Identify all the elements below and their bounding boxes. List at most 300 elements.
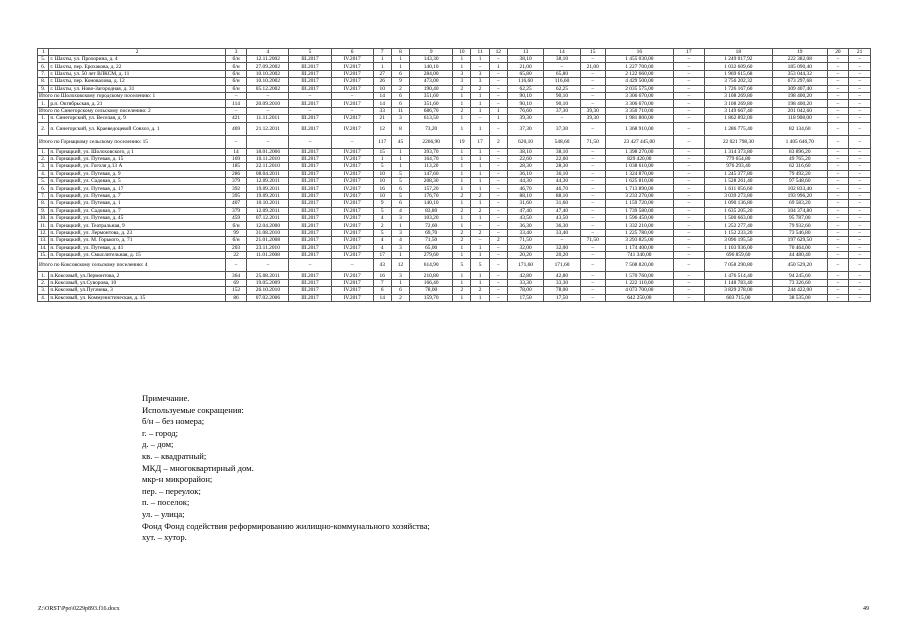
table-cell: – — [849, 229, 871, 236]
table-cell: 1 090 136,80 — [704, 200, 772, 207]
table-cell: 1 159 720,00 — [605, 200, 673, 207]
table-cell: 1 — [391, 63, 409, 70]
table-cell: – — [331, 135, 373, 148]
table-cell: – — [849, 222, 871, 229]
table-cell: 3. — [38, 287, 49, 294]
column-number-cell: 4 — [247, 49, 289, 56]
column-number-row — [38, 49, 871, 56]
table-cell: 1 — [453, 122, 471, 135]
table-cell: 1 — [471, 279, 489, 286]
table-cell: III.2017 — [289, 229, 331, 236]
table-cell: 1 368 910,00 — [605, 122, 673, 135]
table-cell: – — [580, 78, 605, 85]
table-cell: 1 — [471, 244, 489, 251]
table-cell: 1 032 609,60 — [704, 63, 772, 70]
table-cell: 1 — [453, 279, 471, 286]
table-cell: – — [580, 259, 605, 272]
table-cell: IV.2017 — [331, 200, 373, 207]
table-cell: – — [674, 222, 705, 229]
table-cell: – — [674, 287, 705, 294]
table-cell: б/н — [225, 56, 247, 63]
table-cell: 28,30 — [544, 163, 580, 170]
table-cell: IV.2017 — [331, 244, 373, 251]
table-cell: – — [580, 155, 605, 162]
table-cell: 1 038 610,00 — [605, 163, 673, 170]
table-cell: – — [489, 207, 507, 214]
address-cell: п. Горнацкий, ул. Лермонтова, д. 23 — [49, 229, 225, 236]
table-cell: 2 — [471, 207, 489, 214]
table-cell: 14 — [373, 92, 391, 99]
table-cell: IV.2017 — [331, 215, 373, 222]
table-row — [38, 148, 871, 155]
table-cell: 36,10 — [507, 170, 543, 177]
table-cell: 244 422,00 — [772, 287, 827, 294]
table-cell: 19.09.2011 — [247, 185, 289, 192]
table-cell: – — [849, 85, 871, 92]
table-cell: 1 — [453, 178, 471, 185]
table-cell: 10 — [373, 85, 391, 92]
table-cell: – — [331, 259, 373, 272]
table-cell: IV.2017 — [331, 70, 373, 77]
table-cell: 166,40 — [410, 279, 453, 286]
table-cell: – — [827, 178, 849, 185]
table-cell: 4. — [38, 170, 49, 177]
table-cell: 14 — [225, 148, 247, 155]
table-cell: 22.11.2010 — [247, 163, 289, 170]
table-cell: 78,00 — [410, 287, 453, 294]
table-cell: 8 — [391, 122, 409, 135]
table-cell: 65,00 — [410, 244, 453, 251]
table-cell: – — [827, 272, 849, 279]
table-cell: 1 — [471, 294, 489, 301]
table-cell: 9. — [38, 207, 49, 214]
table-cell: – — [674, 170, 705, 177]
table-cell: III.2017 — [289, 294, 331, 301]
address-cell: п. Горнацкий, ул. Путевая, д. 9 — [49, 170, 225, 177]
table-cell: 203 — [225, 244, 247, 251]
table-cell: 1 — [453, 222, 471, 229]
table-cell: 97 548,60 — [772, 178, 827, 185]
table-cell: 1 — [453, 63, 471, 70]
table-cell: – — [489, 259, 507, 272]
table-cell: 116,60 — [544, 78, 580, 85]
table-cell: 12.09.2011 — [247, 178, 289, 185]
address-cell: п. Синегорский, ул. Краеведоцевой Совхоз, д. 1 — [49, 122, 225, 135]
table-cell: 2 — [489, 237, 507, 244]
abbreviation-list — [142, 416, 430, 544]
table-cell: 1 — [471, 148, 489, 155]
table-cell: III.2017 — [289, 163, 331, 170]
subtotal-label: Итого по Шолоховскому городскому поселению: 1 — [38, 92, 226, 99]
table-cell: 1 — [453, 215, 471, 222]
table-cell: 95 787,00 — [772, 215, 827, 222]
table-cell: 38,10 — [507, 56, 543, 63]
table-cell: III.2017 — [289, 85, 331, 92]
table-cell: 44,30 — [507, 178, 543, 185]
table-cell: – — [580, 279, 605, 286]
table-cell: 9. — [38, 85, 49, 92]
table-cell: 1 — [391, 222, 409, 229]
table-cell: 1 500 663,00 — [704, 215, 772, 222]
table-cell: – — [849, 115, 871, 122]
table-cell: IV.2017 — [331, 207, 373, 214]
table-cell: 4 — [373, 215, 391, 222]
table-cell: – — [580, 163, 605, 170]
table-cell: IV.2017 — [331, 279, 373, 286]
column-number-cell: 16 — [605, 49, 673, 56]
table-row — [38, 244, 871, 251]
table-cell: 33,40 — [544, 229, 580, 236]
table-cell: 22,60 — [544, 155, 580, 162]
table-cell: III.2017 — [289, 100, 331, 107]
abbreviation-item: б/н – без номера; — [142, 416, 205, 427]
table-cell: – — [674, 192, 705, 199]
table-cell: – — [674, 178, 705, 185]
table-cell: 6 — [391, 287, 409, 294]
table-cell: – — [580, 92, 605, 99]
table-cell: б/н — [225, 78, 247, 85]
table-cell: – — [674, 207, 705, 214]
table-cell: – — [580, 170, 605, 177]
table-cell: 5 — [471, 259, 489, 272]
table-cell: – — [580, 148, 605, 155]
column-number-cell: 10 — [453, 49, 471, 56]
table-cell: 90,10 — [507, 100, 543, 107]
table-cell: – — [827, 192, 849, 199]
table-cell: – — [489, 185, 507, 192]
table-cell: – — [580, 229, 605, 236]
table-cell: – — [674, 251, 705, 258]
table-cell: 1 152 233,20 — [704, 229, 772, 236]
table-cell: – — [827, 122, 849, 135]
table-cell: – — [331, 107, 373, 114]
table-cell: 4 — [373, 237, 391, 244]
table-cell: 113,20 — [410, 163, 453, 170]
table-cell: 12.11.2002 — [247, 56, 289, 63]
table-cell: 1 148 783,40 — [704, 279, 772, 286]
column-number-cell: 7 — [373, 49, 391, 56]
column-number-cell: 1 — [38, 49, 49, 56]
table-cell: 71,50 — [507, 237, 543, 244]
table-cell: 07.12.2011 — [247, 215, 289, 222]
address-cell: п. Горнацкий, ул. М. Горького, д. 71 — [49, 237, 225, 244]
table-cell: 11. — [38, 222, 49, 229]
table-cell: – — [849, 78, 871, 85]
address-cell: г. Шахты, ул. Ново-Загородная, д. 31 — [49, 85, 225, 92]
table-cell: 69 — [225, 279, 247, 286]
table-cell: 16 — [373, 272, 391, 279]
table-cell: 21,00 — [580, 63, 605, 70]
table-cell: 450 529,20 — [772, 259, 827, 272]
table-cell: 5. — [38, 56, 49, 63]
table-cell: 83 896,20 — [772, 148, 827, 155]
table-row — [38, 78, 871, 85]
table-cell: 1 245 377,80 — [704, 170, 772, 177]
table-row — [38, 155, 871, 162]
table-cell: 620,10 — [507, 135, 543, 148]
table-cell: IV.2017 — [331, 163, 373, 170]
table-cell: 76,60 — [507, 107, 543, 114]
abbreviation-item: мкр-н микрорайон; — [142, 474, 213, 485]
table-cell: 23.11.2010 — [247, 244, 289, 251]
table-cell: 1 — [471, 56, 489, 63]
abbreviation-item: г. – город; — [142, 427, 179, 438]
table-cell: 353 044,32 — [772, 70, 827, 77]
table-cell: 4 — [391, 207, 409, 214]
table-cell: IV.2017 — [331, 78, 373, 85]
table-cell: 20.09.2010 — [247, 100, 289, 107]
table-cell: – — [849, 163, 871, 170]
table-cell: IV.2017 — [331, 287, 373, 294]
table-cell: – — [674, 244, 705, 251]
table-cell: – — [580, 215, 605, 222]
table-cell: 2 035 575,00 — [605, 85, 673, 92]
table-cell: – — [544, 115, 580, 122]
table-cell: 1 — [453, 294, 471, 301]
table-cell: 19.05.2009 — [247, 279, 289, 286]
table-cell: 1 — [391, 279, 409, 286]
table-row — [38, 251, 871, 258]
table-cell: – — [489, 215, 507, 222]
table-cell: – — [489, 279, 507, 286]
table-cell: 31,60 — [507, 200, 543, 207]
table-cell: III.2017 — [289, 78, 331, 85]
table-cell: 1 — [453, 251, 471, 258]
table-cell: – — [849, 63, 871, 70]
table-cell: 21.01.2008 — [247, 237, 289, 244]
table-cell: 1 314 373,80 — [704, 148, 772, 155]
table-cell: 47,40 — [544, 207, 580, 214]
table-cell: 1 — [453, 170, 471, 177]
table-cell: – — [827, 63, 849, 70]
table-row — [38, 215, 871, 222]
table-cell: 3 108 269,80 — [704, 100, 772, 107]
table-cell: б/н — [225, 85, 247, 92]
table-cell: 779 654,80 — [704, 155, 772, 162]
table-cell: 1 — [391, 251, 409, 258]
table-cell: 642 250,00 — [605, 294, 673, 301]
table-cell: – — [849, 135, 871, 148]
table-cell: 19.09.2011 — [247, 192, 289, 199]
table-cell: – — [674, 215, 705, 222]
table-cell: 2 — [373, 222, 391, 229]
table-row — [38, 207, 871, 214]
table-cell: 164,70 — [410, 155, 453, 162]
table-cell: 36,30 — [507, 222, 543, 229]
table-cell: б/н — [225, 63, 247, 70]
table-cell: – — [827, 78, 849, 85]
table-cell: – — [225, 135, 247, 148]
table-cell: 17,50 — [544, 294, 580, 301]
table-cell: – — [489, 78, 507, 85]
table-cell: 10 — [373, 192, 391, 199]
table-cell: 407 — [225, 200, 247, 207]
table-cell: – — [471, 63, 489, 70]
table-cell: 46,70 — [544, 185, 580, 192]
table-cell: 1 332 210,00 — [605, 222, 673, 229]
table-cell: 3. — [38, 163, 49, 170]
table-cell: – — [849, 178, 871, 185]
table-cell: 1 — [471, 163, 489, 170]
table-cell: 1 596 450,00 — [605, 215, 673, 222]
table-cell: 10.11.2010 — [247, 155, 289, 162]
table-cell: 2 — [471, 192, 489, 199]
table-cell: IV.2017 — [331, 229, 373, 236]
table-cell: – — [849, 170, 871, 177]
table-row — [38, 294, 871, 301]
table-cell: – — [849, 185, 871, 192]
table-cell: – — [674, 148, 705, 155]
table-cell: III.2017 — [289, 272, 331, 279]
table-cell: 9 — [391, 78, 409, 85]
column-number-cell: 20 — [827, 49, 849, 56]
table-cell: 43 — [373, 259, 391, 272]
table-cell: III.2017 — [289, 70, 331, 77]
table-cell: 6 — [391, 92, 409, 99]
table-row — [38, 170, 871, 177]
table-cell: 39,30 — [580, 115, 605, 122]
table-cell: 6 — [391, 100, 409, 107]
table-cell: 395 — [225, 192, 247, 199]
table-cell: – — [674, 185, 705, 192]
table-cell: 351,60 — [410, 92, 453, 99]
file-path: Z:\ORST\Ppo\0229p893.f16.docx — [38, 606, 120, 612]
table-cell: – — [247, 259, 289, 272]
table-cell: – — [827, 170, 849, 177]
table-cell: 2. — [38, 279, 49, 286]
table-cell: 17 — [471, 135, 489, 148]
table-cell: 71,50 — [580, 135, 605, 148]
table-cell: 1. — [38, 115, 49, 122]
table-cell: 79 932,60 — [772, 222, 827, 229]
table-cell: – — [674, 272, 705, 279]
note-intro: Используемые сокращения: — [142, 404, 244, 415]
table-cell: 5 — [391, 170, 409, 177]
table-cell: 3 — [391, 229, 409, 236]
table-cell: 686,70 — [410, 107, 453, 114]
table-cell: 79 492,20 — [772, 170, 827, 177]
table-cell: 4. — [38, 294, 49, 301]
table-cell: 65,80 — [507, 70, 543, 77]
table-cell: 1 — [453, 92, 471, 99]
table-cell: – — [489, 92, 507, 99]
table-cell: – — [674, 63, 705, 70]
table-cell: III.2017 — [289, 115, 331, 122]
address-cell: п. Горнацкий, ул. Путевая, д. 7 — [49, 192, 225, 199]
abbreviation-item: Фонд Фонд содействия реформированию жилищно-коммунального хозяйства; — [142, 520, 430, 531]
table-cell: 26 — [373, 78, 391, 85]
table-cell: – — [849, 207, 871, 214]
table-cell: 44,30 — [544, 178, 580, 185]
table-cell: 1 — [391, 56, 409, 63]
table-cell: 741 340,00 — [605, 251, 673, 258]
table-cell: 473,00 — [410, 78, 453, 85]
abbreviation-item: пер. – переулок; — [142, 485, 201, 496]
column-number-cell: 18 — [704, 49, 772, 56]
table-cell: 2 — [471, 85, 489, 92]
table-cell: 6. — [38, 63, 49, 70]
table-cell: 2. — [38, 122, 49, 135]
table-cell: – — [674, 135, 705, 148]
table-cell: 1 528 261,40 — [704, 178, 772, 185]
table-cell: – — [580, 70, 605, 77]
table-cell: 364 — [225, 272, 247, 279]
table-cell: 210,80 — [410, 272, 453, 279]
table-cell: – — [674, 163, 705, 170]
table-cell: – — [580, 200, 605, 207]
table-cell: – — [289, 107, 331, 114]
table-row — [38, 122, 871, 135]
table-cell: 13. — [38, 237, 49, 244]
table-cell: 12.09.2011 — [247, 207, 289, 214]
table-row — [38, 85, 871, 92]
table-cell: 22,60 — [507, 155, 543, 162]
table-cell: 2 — [453, 237, 471, 244]
address-cell: п. Горнацкий, ул. Гоголя д.13 А — [49, 163, 225, 170]
table-cell: 1 — [391, 148, 409, 155]
table-cell: – — [331, 92, 373, 99]
table-cell: 3 756 202,32 — [704, 78, 772, 85]
table-cell: – — [827, 259, 849, 272]
table-cell: III.2017 — [289, 122, 331, 135]
table-cell: IV.2017 — [331, 122, 373, 135]
table-cell: 71,50 — [410, 237, 453, 244]
table-cell: 829 420,00 — [605, 155, 673, 162]
table-cell: 86 — [225, 294, 247, 301]
table-cell: 1 — [471, 92, 489, 99]
table-cell: 1 455 030,00 — [605, 56, 673, 63]
table-row — [38, 192, 871, 199]
table-cell: 6 — [391, 185, 409, 192]
address-cell: п. Горнацкий, ул. Шолоховского, д 1 — [49, 148, 225, 155]
address-cell: р.п. Октябрьская, д. 21 — [49, 100, 225, 107]
table-cell: 193 996,20 — [772, 192, 827, 199]
table-cell: – — [674, 200, 705, 207]
table-cell: IV.2017 — [331, 185, 373, 192]
table-cell: 36,30 — [544, 222, 580, 229]
table-cell: III.2017 — [289, 178, 331, 185]
table-cell: 198 400,20 — [772, 92, 827, 99]
table-cell: 171,60 — [507, 259, 543, 272]
column-number-cell: 11 — [471, 49, 489, 56]
table-cell: – — [674, 155, 705, 162]
table-cell: 3 — [391, 115, 409, 122]
table-cell: 2 — [489, 135, 507, 148]
table-cell: – — [544, 63, 580, 70]
column-number-cell: 2 — [49, 49, 225, 56]
table-cell: 1 — [471, 185, 489, 192]
table-cell: 1 — [373, 63, 391, 70]
table-cell: – — [827, 115, 849, 122]
table-cell: 2266,90 — [410, 135, 453, 148]
column-number-cell: 17 — [674, 49, 705, 56]
table-cell: – — [674, 294, 705, 301]
table-cell: 1 222 110,00 — [605, 279, 673, 286]
table-cell: – — [289, 92, 331, 99]
table-cell: – — [849, 294, 871, 301]
table-cell: III.2017 — [289, 200, 331, 207]
table-cell: – — [827, 215, 849, 222]
table-cell: 26.10.2010 — [247, 287, 289, 294]
table-cell: 143,30 — [410, 56, 453, 63]
table-cell: 421 — [225, 115, 247, 122]
table-cell: 65,80 — [544, 70, 580, 77]
table-cell: – — [471, 115, 489, 122]
table-cell: 2 — [391, 294, 409, 301]
table-cell: 8. — [38, 78, 49, 85]
table-cell: 603 715,00 — [704, 294, 772, 301]
table-cell: IV.2017 — [331, 115, 373, 122]
